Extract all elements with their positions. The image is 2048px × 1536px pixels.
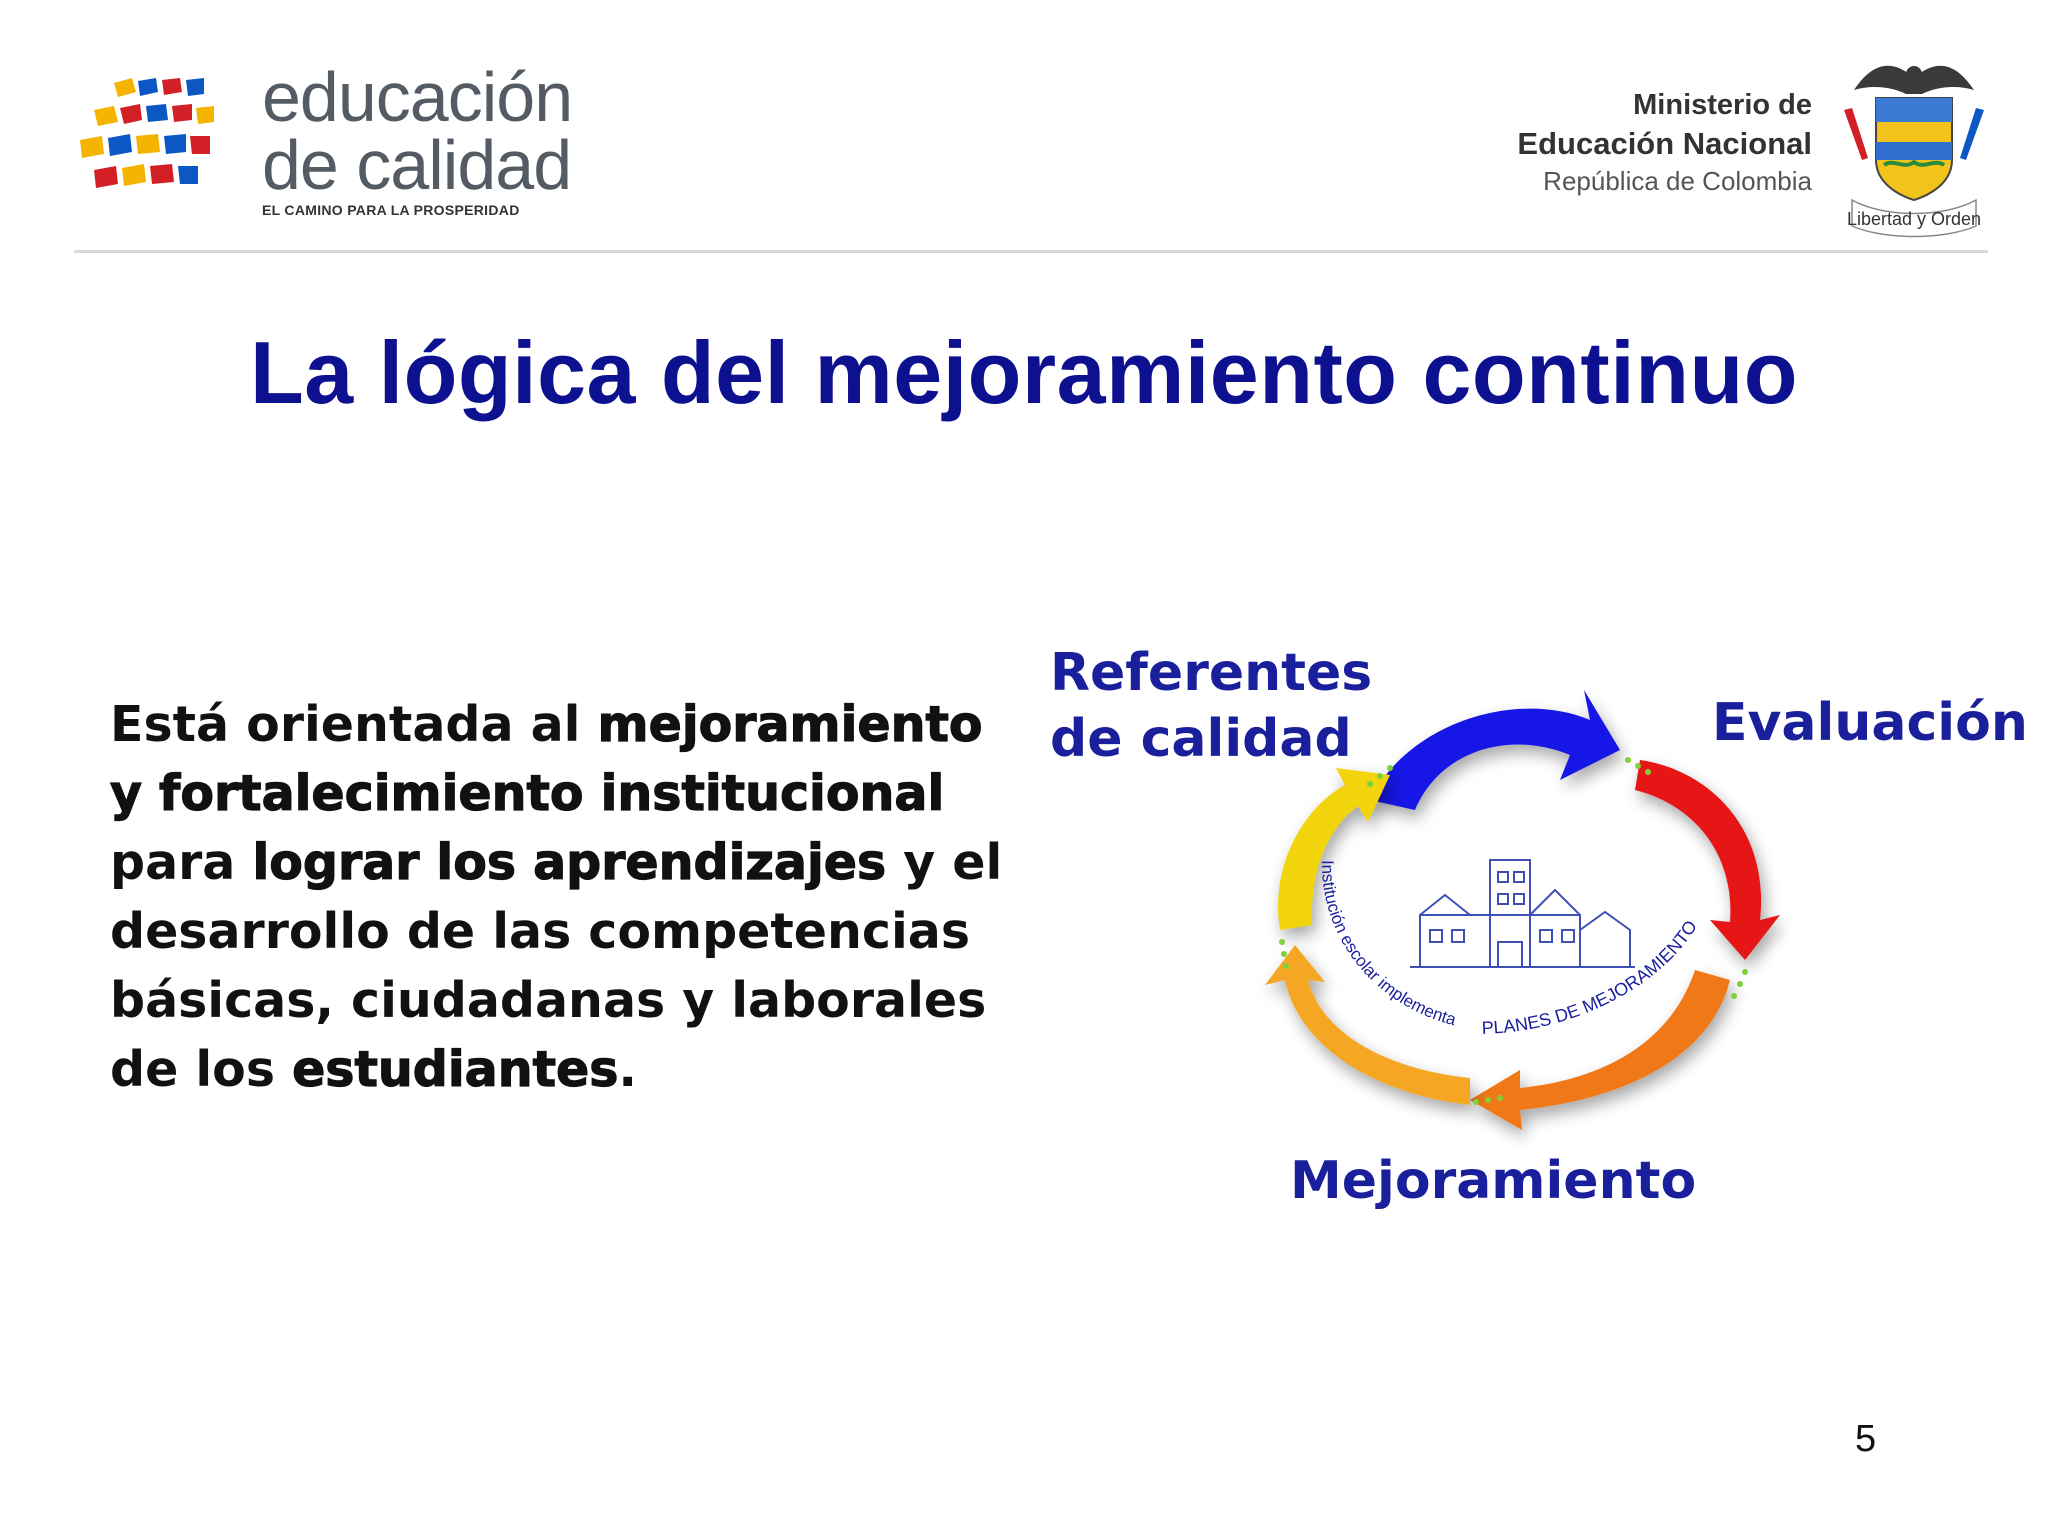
inner-text-right: PLANES DE MEJORAMIENTO bbox=[1481, 916, 1702, 1039]
seal-motto: Libertad y Orden bbox=[1846, 209, 1982, 229]
logo-line-2: de calidad bbox=[262, 126, 572, 204]
school-building-icon bbox=[1410, 860, 1635, 967]
body-text-1: Está orientada al bbox=[110, 696, 598, 753]
label-mejoramiento: Mejoramiento bbox=[1290, 1151, 1697, 1211]
body-bold-2: lograr los aprendizajes bbox=[252, 834, 887, 891]
ministry-text bbox=[1517, 86, 1812, 198]
logo-line-1: educación bbox=[262, 58, 573, 136]
body-text-2: para bbox=[110, 834, 253, 891]
label-referentes-text: Referentes de calidad bbox=[1050, 643, 1373, 769]
label-referentes-de-calidad bbox=[1050, 640, 1373, 772]
inner-text-left: Institución escolar implementa bbox=[1317, 859, 1459, 1030]
slide-title: La lógica del mejoramiento continuo bbox=[250, 323, 1798, 422]
red-cycle-arrow bbox=[1635, 760, 1780, 960]
page-number: 5 bbox=[1855, 1418, 1877, 1460]
colombia-coat-of-arms-icon bbox=[1834, 50, 1994, 240]
educacion-de-calidad-logo-icon bbox=[74, 78, 254, 208]
body-bold-1: mejoramiento y fortalecimiento institucional bbox=[110, 696, 983, 822]
logo-slogan: EL CAMINO PARA LA PROSPERIDAD bbox=[262, 202, 520, 218]
slide-body-text bbox=[110, 690, 1010, 1104]
educacion-logo-text bbox=[262, 58, 573, 218]
ministry-line-1: Ministerio de bbox=[1633, 89, 1812, 121]
blue-cycle-arrow bbox=[1370, 690, 1620, 810]
body-text-3: y el desarrollo de las competencias básicas, ciudadanas y laborales de los bbox=[110, 834, 1003, 1098]
body-bold-3: estudiantes bbox=[292, 1041, 619, 1098]
label-evaluacion: Evaluación bbox=[1712, 693, 2028, 753]
body-text-4: . bbox=[618, 1041, 638, 1098]
ministry-line-2: Educación Nacional bbox=[1517, 126, 1812, 161]
header-divider bbox=[74, 250, 1988, 253]
ministry-line-3: República de Colombia bbox=[1543, 166, 1812, 196]
